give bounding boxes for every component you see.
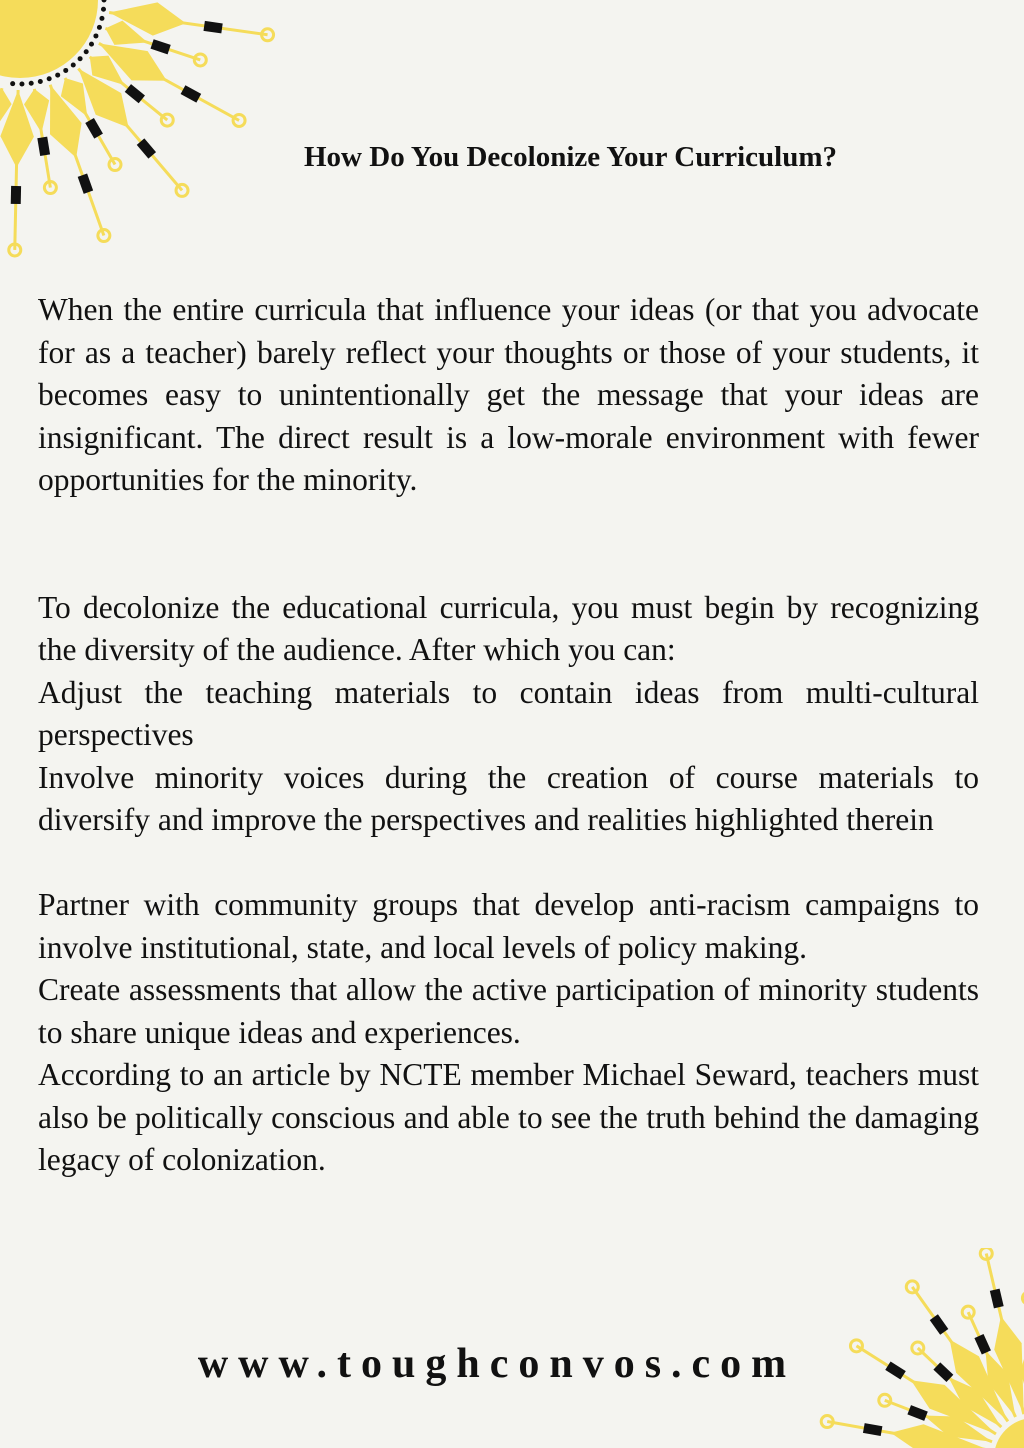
dot-ring [71, 62, 76, 67]
article-body [38, 289, 979, 1182]
ray-tip [879, 1394, 891, 1406]
ray-tip [906, 1281, 918, 1293]
dot-ring [55, 73, 60, 78]
dot-ring [99, 16, 104, 21]
dot-ring [89, 42, 94, 47]
list-item: Involve minority voices during the creation of course materials to diversify and improve the perspectives and realities highlighted therein [38, 759, 979, 837]
dot-ring [78, 56, 83, 61]
dot-ring [10, 81, 15, 86]
dot-ring [63, 68, 68, 73]
list-item: Create assessments that allow the active participation of minority students to share unique ideas and experiences. [38, 972, 979, 1050]
diamond-ornament [203, 21, 222, 33]
page-title: How Do You Decolonize Your Curriculum? [304, 141, 837, 173]
sunburst-ornament-top-left [0, 0, 300, 280]
paragraph-decolonize: To decolonize the educational curricula, you must begin by recognizing the diversity of the audience. After which you can: [38, 589, 979, 667]
dot-ring [29, 81, 34, 86]
diamond-ornament [151, 39, 171, 54]
diamond-ornament [11, 186, 21, 204]
website-url: www.toughconvos.com [197, 1341, 797, 1387]
list-item: Partner with community groups that develop anti-racism campaigns to involve institutional, state, and local levels of policy making. [38, 887, 979, 965]
paragraph-conclusion: According to an article by NCTE member Michael Seward, teachers must also be politically conscious and able to see the truth behind the damaging legacy of colonization. [38, 1057, 979, 1177]
dot-ring [97, 25, 102, 30]
dot-ring [93, 33, 98, 38]
dot-ring [38, 79, 43, 84]
paragraph-intro: When the entire curricula that influence your ideas (or that you advocate for as a teacher) barely reflect your thoughts or those of your students, it becomes easy to unintentionally get the message that your ideas are insignificant. The direct result is a low-morale environment with fewer opportunities for the minority. [38, 292, 979, 497]
diamond-ornament [78, 174, 93, 194]
dot-ring [102, 0, 107, 3]
diamond-ornament [181, 85, 202, 102]
dot-ring [101, 7, 106, 12]
diamond-ornament [907, 1405, 927, 1421]
sun-core [0, 0, 98, 78]
dot-ring [84, 49, 89, 54]
diamond-ornament [37, 137, 50, 156]
dot-ring [47, 76, 52, 81]
diamond-ornament [85, 118, 103, 139]
list-item: Adjust the teaching materials to contain ideas from multi-cultural perspectives [38, 674, 979, 752]
diamond-ornament [990, 1289, 1004, 1309]
dot-ring [19, 81, 24, 86]
diamond-ornament [863, 1423, 882, 1436]
